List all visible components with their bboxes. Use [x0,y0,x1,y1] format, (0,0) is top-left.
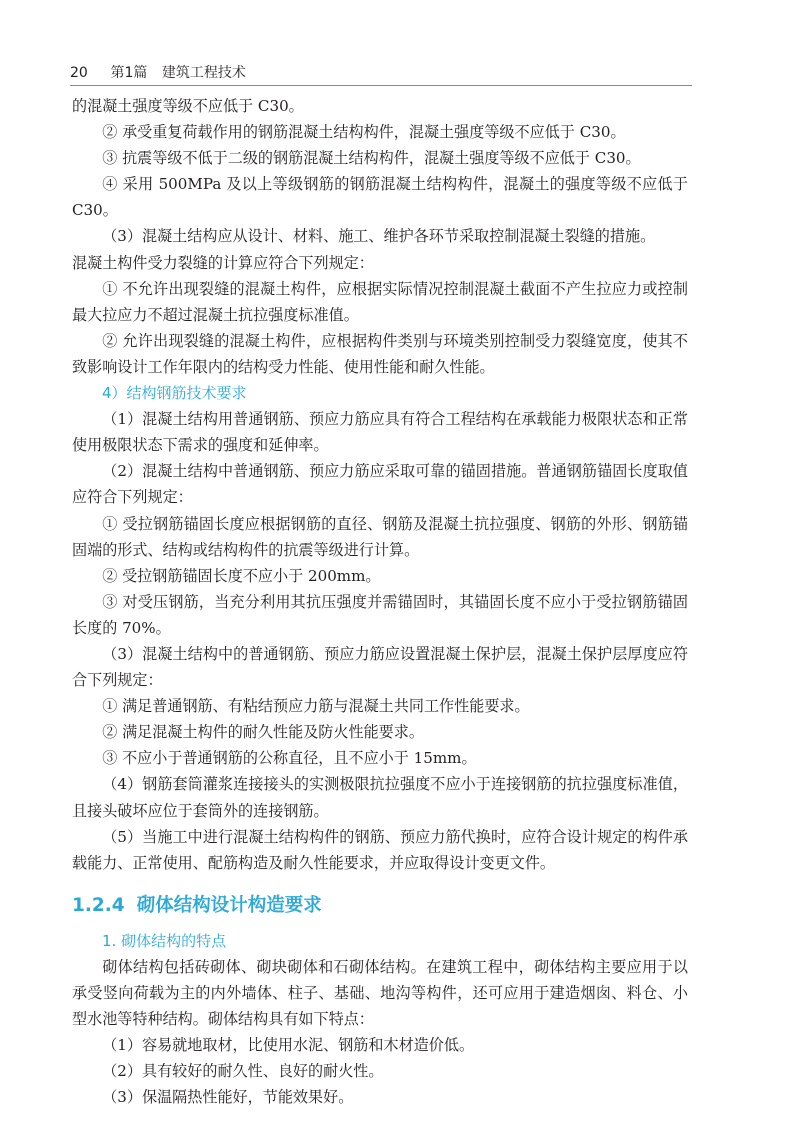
paragraph: （2）混凝土结构中普通钢筋、预应力筋应采取可靠的锚固措施。普通钢筋锚固长度取值应符合下列规定： [72,462,688,507]
paragraph: （5）当施工中进行混凝土结构构件的钢筋、预应力筋代换时，应符合设计规定的构件承载能力、正常使用、配筋构造及耐久性能要求，并应取得设计变更文件。 [72,827,688,872]
paragraph: （4）钢筋套筒灌浆连接接头的实测极限抗拉强度不应小于连接钢筋的抗拉强度标准值，且接头破坏应位于套筒外的连接钢筋。 [72,775,688,820]
paragraph: ② 受拉钢筋锚固长度不应小于 200mm。 [102,566,381,585]
paragraph: 混凝土构件受力裂缝的计算应符合下列规定： [72,253,374,272]
book-title: 建筑工程技术 [161,65,246,81]
paragraph: ③ 不应小于普通钢筋的公称直径，且不应小于 15mm。 [102,749,477,768]
paragraph: ① 满足普通钢筋、有粘结预应力筋与混凝土共同工作性能要求。 [102,697,530,716]
paragraph: ④ 采用 500MPa 及以上等级钢筋的钢筋混凝土结构构件，混凝土的强度等级不应低于 C30。 [72,175,688,220]
paragraph: （3）混凝土结构应从设计、材料、施工、维护各环节采取控制混凝土裂缝的措施。 [102,227,656,246]
header-rule [70,85,692,86]
paragraph: （2）具有较好的耐久性、良好的耐火性。 [102,1062,384,1081]
paragraph: ② 允许出现裂缝的混凝土构件，应根据构件类别与环境类别控制受力裂缝宽度，使其不致影响设计工作年限内的结构受力性能、使用性能和耐久性能。 [72,331,688,376]
paragraph: ③ 抗震等级不低于二级的钢筋混凝土结构构件，混凝土强度等级不应低于 C30。 [102,149,641,168]
paragraph: 砌体结构包括砖砌体、砌块砌体和石砌体结构。在建筑工程中，砌体结构主要应用于以承受竖向荷载为主的内外墙体、柱子、基础、地沟等构件，还可应用于建造烟囱、料仓、小型水池等特种结构。砌体结构具有如下特点： [72,957,688,1029]
paragraph: （1）混凝土结构用普通钢筋、预应力筋应具有符合工程结构在承载能力极限状态和正常使用极限状态下需求的强度和延伸率。 [72,410,688,455]
part-label: 第1篇 [110,65,148,81]
section-number: 1.2.4 [72,894,125,916]
subsection-heading: 4）结构钢筋技术要求 [102,384,247,403]
paragraph: ① 不允许出现裂缝的混凝土构件，应根据实际情况控制混凝土截面不产生拉应力或控制最大拉应力不超过混凝土抗拉强度标准值。 [72,279,688,324]
section-heading [72,892,688,920]
paragraph: ② 满足混凝土构件的耐久性能及防火性能要求。 [102,723,424,742]
paragraph: ① 受拉钢筋锚固长度应根据钢筋的直径、钢筋及混凝土抗拉强度、钢筋的外形、钢筋锚固端的形式、结构或结构构件的抗震等级进行计算。 [72,514,688,559]
paragraph: 的混凝土强度等级不应低于 C30。 [72,97,304,115]
paragraph: （3）保温隔热性能好，节能效果好。 [102,1088,354,1107]
paragraph: （1）容易就地取材，比使用水泥、钢筋和木材造价低。 [102,1036,475,1055]
paragraph: ② 承受重复荷载作用的钢筋混凝土结构构件，混凝土强度等级不应低于 C30。 [102,123,626,142]
page-number: 20 [70,65,88,81]
page-content [72,93,688,1110]
paragraph: ③ 对受压钢筋，当充分利用其抗压强度并需锚固时，其锚固长度不应小于受拉钢筋锚固长度的 70%。 [72,592,688,637]
page-header [70,62,692,82]
subsection-heading: 1. 砌体结构的特点 [102,931,227,950]
section-title: 砌体结构设计构造要求 [136,894,322,916]
paragraph: （3）混凝土结构中的普通钢筋、预应力筋应设置混凝土保护层，混凝土保护层厚度应符合下列规定： [72,644,688,690]
